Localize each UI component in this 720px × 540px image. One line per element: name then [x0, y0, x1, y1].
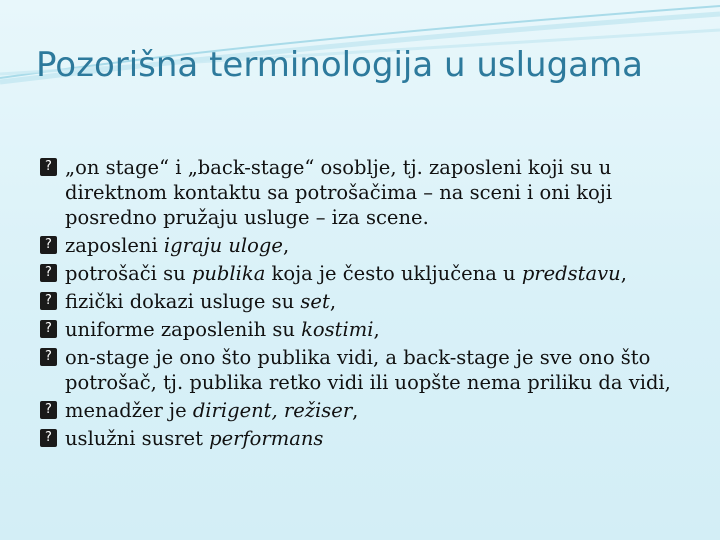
bullet-icon: ?: [40, 320, 57, 338]
item-emphasis: performans: [209, 427, 324, 450]
item-text: ,: [620, 262, 627, 285]
item-text: ,: [373, 318, 380, 341]
item-emphasis: publika: [191, 262, 266, 285]
list-item: [40, 155, 700, 230]
item-emphasis: dirigent, režiser: [192, 399, 353, 422]
slide-title: Pozorišna terminologija u uslugama: [36, 45, 643, 85]
item-text: uniforme zaposlenih su: [65, 318, 302, 341]
item-emphasis: predstavu: [521, 262, 621, 285]
list-item: [40, 317, 700, 342]
item-emphasis: kostimi: [301, 318, 374, 341]
item-text: on-stage je ono što publika vidi, a back-stage je sve ono što potrošač, tj. publika retko vidi ili uopšte nema priliku da vidi,: [65, 346, 671, 394]
list-item: [40, 398, 700, 423]
bullet-icon: ?: [40, 236, 57, 254]
item-emphasis: set: [300, 290, 330, 313]
bullet-icon: ?: [40, 401, 57, 419]
item-text: uslužni susret: [65, 427, 210, 450]
list-item: [40, 426, 700, 451]
item-text: „on stage“ i „back-stage“ osoblje, tj. zaposleni koji su u direktnom kontaktu sa potrošačima – na sceni i oni koji posredno pružaju usluge – iza scene.: [65, 156, 613, 229]
list-item: [40, 261, 700, 286]
item-text: zaposleni: [65, 234, 164, 257]
item-text: menadžer je: [65, 399, 193, 422]
item-text: koja je često uključena u: [265, 262, 522, 285]
bullet-icon: ?: [40, 429, 57, 447]
item-text: ,: [352, 399, 359, 422]
bullet-icon: ?: [40, 348, 57, 366]
bullet-list: [40, 155, 700, 454]
bullet-icon: ?: [40, 292, 57, 310]
list-item: [40, 289, 700, 314]
bullet-icon: ?: [40, 158, 57, 176]
list-item: [40, 233, 700, 258]
item-text: ,: [329, 290, 337, 313]
bullet-icon: ?: [40, 264, 57, 282]
list-item: [40, 345, 700, 395]
item-text: potrošači su: [65, 262, 192, 285]
item-emphasis: igraju uloge: [163, 234, 283, 257]
item-text: fizički dokazi usluge su: [65, 290, 301, 313]
item-text: ,: [282, 234, 290, 257]
